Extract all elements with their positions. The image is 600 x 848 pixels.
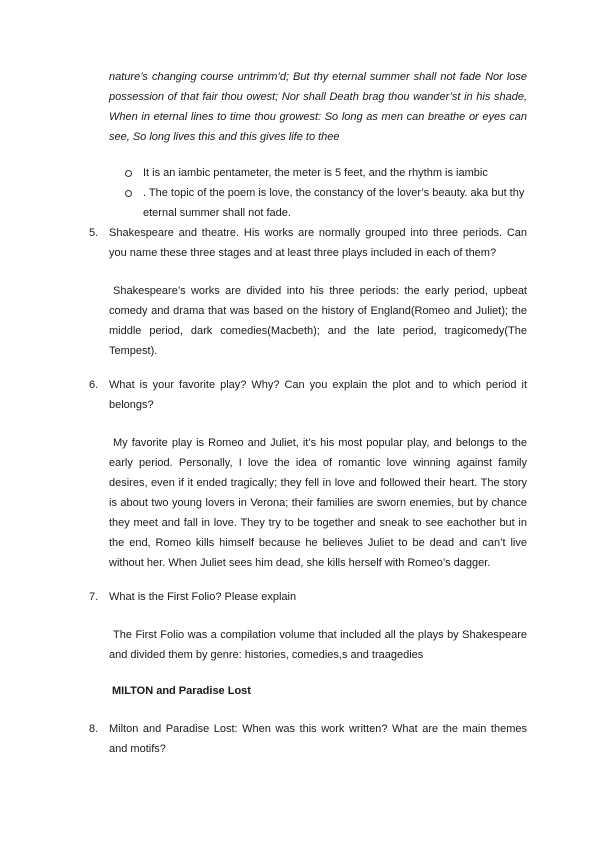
question-number: 5.	[89, 227, 99, 239]
list-item	[124, 183, 534, 223]
bullet-text: It is an iambic pentameter, the meter is 5 feet, and the rhythm is iambic	[143, 167, 488, 179]
question-text: What is the First Folio? Please explain	[109, 591, 297, 603]
answer-5: Shakespeare’s works are divided into his three periods: the early period, upbeat comedy and drama that was based on the history of England(Romeo and Juliet); the middle period, dark comedies(Macbeth); and the late period, tragicomedy(The Tempest).	[109, 285, 527, 357]
question-8	[89, 719, 527, 759]
question-text: What is your favorite play? Why? Can you explain the plot and to which period it belongs?	[109, 379, 527, 411]
question-number: 6.	[89, 379, 99, 391]
question-number: 8.	[89, 723, 99, 735]
circle-bullet-icon	[125, 170, 132, 177]
question-text: Shakespeare and theatre. His works are normally grouped into three periods. Can you name these three stages and at least three plays included in each of them?	[109, 227, 527, 259]
circle-bullet-icon	[125, 190, 132, 197]
question-5	[89, 223, 527, 263]
question-text: Milton and Paradise Lost: When was this work written? What are the main themes and motifs?	[109, 723, 527, 755]
answer-7: The First Folio was a compilation volume that included all the plays by Shakespeare and divided them by genre: histories, comedies,s and traagedies	[109, 629, 527, 661]
section-heading: MILTON and Paradise Lost	[112, 685, 251, 697]
poem-excerpt: nature’s changing course untrimm’d; But thy eternal summer shall not fade Nor lose possession of that fair thou owest; Nor shall Death brag thou wander’st in his shade, When in eternal lines to time thou growest: So long as men can breathe or eyes can see, So long lives this and this gives life to thee	[109, 71, 527, 143]
question-6	[89, 375, 527, 415]
bullet-text: . The topic of the poem is love, the constancy of the lover’s beauty. aka but thy eternal summer shall not fade.	[143, 187, 525, 219]
bullet-list	[124, 163, 534, 223]
answer-6: My favorite play is Romeo and Juliet, it’s his most popular play, and belongs to the early period. Personally, I love the idea of romantic love winning against family desires, even if it ended tragically; they fell in love and followed their heart. The story is about two young lovers in Verona; their families are sworn enemies, but by chance they meet and fall in love. They try to be together and sneak to see eachother but in the end, Romeo kills himself because he believes Juliet to be dead and can’t live without her. When Juliet sees him dead, she kills herself with Romeo’s dagger.	[109, 437, 527, 569]
question-number: 7.	[89, 591, 99, 603]
list-item	[124, 163, 534, 183]
question-7	[89, 587, 527, 607]
